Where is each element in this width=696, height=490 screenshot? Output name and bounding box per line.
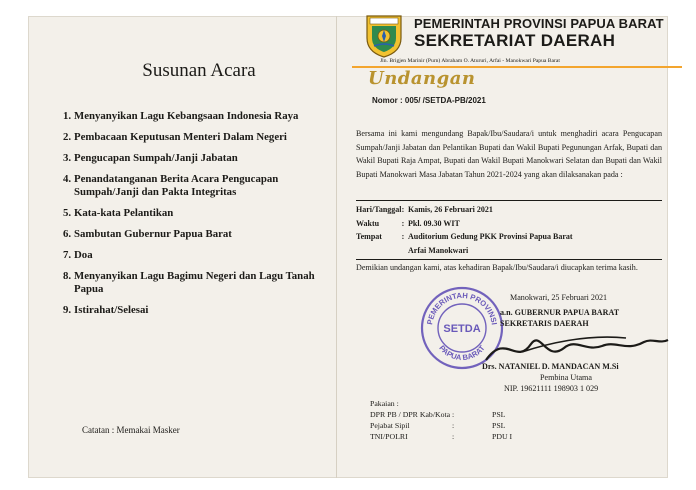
dress-separator: : xyxy=(452,432,455,441)
detail-label: Waktu xyxy=(356,218,380,228)
agenda-item-text: Menyanyikan Lagu Kebangsaan Indonesia Raya xyxy=(74,110,299,122)
detail-separator: : xyxy=(401,232,405,242)
signer-role: a.n. GUBERNUR PAPUA BARAT xyxy=(500,308,620,317)
dress-value: PDU I xyxy=(492,432,513,441)
invitation-body: Bersama ini kami mengundang Bapak/Ibu/Saudara/i untuk menghadiri acara Pengucapan Sumpah/Janji Jabatan dan Pelantikan Bupati dan Wakil Bupati Pegunungan Arfak, Bupati dan Wakil Bupati Raja Ampat, Bupati dan Wakil Bupati Manokwari Selatan dan Bupati dan Wakil Bupati Manokwari Masa Jabatan Tahun 2021-2024 yang akan dilaksanakan pada : xyxy=(356,129,662,179)
dress-value: PSL xyxy=(492,421,506,430)
agenda-item-text: Doa xyxy=(74,249,93,262)
detail-separator: : xyxy=(401,218,405,228)
signing-place-date: Manokwari, 25 Februari 2021 xyxy=(510,293,608,302)
agenda-item-text: Menyanyikan Lagu Bagimu Negeri dan Lagu Tanah Papua xyxy=(74,270,315,295)
agenda-item-number: 9. xyxy=(63,303,72,316)
dress-row xyxy=(370,431,512,442)
detail-label xyxy=(356,244,398,258)
dress-value: PSL xyxy=(492,410,506,419)
details-top-rule xyxy=(356,200,662,201)
detail-value: Pkl. 09.30 WIT xyxy=(408,218,460,228)
dress-row xyxy=(370,409,512,420)
detail-label: Hari/Tanggal xyxy=(356,205,402,214)
page-divider xyxy=(336,16,337,478)
agenda-item-text: Kata-kata Pelantikan xyxy=(74,206,174,219)
detail-value: Auditorium Gedung PKK Provinsi Papua Barat xyxy=(408,232,573,242)
stamp-bottom-text: PAPUA BARAT xyxy=(437,343,487,363)
agenda-note: Catatan : Memakai Masker xyxy=(82,425,180,435)
details-bottom-rule xyxy=(356,259,662,260)
agenda-item-number: 5. xyxy=(63,206,72,219)
detail-row-date xyxy=(356,203,662,217)
agenda-item-number: 4. xyxy=(63,173,72,186)
agenda-title: Susunan Acara xyxy=(142,60,256,81)
agenda-item-number: 6. xyxy=(63,227,72,240)
dress-code-title: Pakaian : xyxy=(370,399,399,408)
dress-row xyxy=(370,420,512,431)
dress-separator: : xyxy=(452,421,455,430)
letter-number: Nomor : 005/ /SETDA-PB/2021 xyxy=(372,96,486,105)
agenda-item-number: 1. xyxy=(63,110,72,122)
agenda-item-text: Pembacaan Keputusan Menteri Dalam Negeri xyxy=(74,131,287,144)
detail-value: Arfai Manokwari xyxy=(408,245,469,255)
detail-value: Kamis, 26 Februari 2021 xyxy=(408,205,493,214)
invitation-closing: Demikian undangan kami, atas kehadiran Bapak/Ibu/Saudara/i diucapkan terima kasih. xyxy=(356,263,638,272)
event-details xyxy=(356,203,662,257)
stamp-top-text: PEMERINTAH PROVINSI xyxy=(425,290,499,326)
detail-label: Tempat xyxy=(356,232,382,242)
office-name: SEKRETARIAT DAERAH xyxy=(414,31,616,50)
dress-label: Pejabat Sipil xyxy=(370,421,410,430)
detail-separator xyxy=(398,244,408,258)
agenda-item-number: 7. xyxy=(63,249,72,262)
agenda-item xyxy=(50,304,336,317)
agenda-item xyxy=(50,110,336,123)
government-name: PEMERINTAH PROVINSI PAPUA BARAT xyxy=(414,16,664,31)
dress-label: TNI/POLRI xyxy=(370,432,408,441)
agenda-item xyxy=(50,173,336,198)
stamp-center-text: SETDA xyxy=(443,323,481,335)
agenda-item-text: Pengucapan Sumpah/Janji Jabatan xyxy=(74,152,238,165)
agenda-item-text: Sambutan Gubernur Papua Barat xyxy=(74,227,232,240)
agenda-item-text: Istirahat/Selesai xyxy=(74,303,149,316)
agenda-list xyxy=(50,110,336,316)
agenda-item xyxy=(50,228,336,241)
signer-name: Drs. NATANIEL D. MANDACAN M.Si xyxy=(482,362,619,371)
signature-block xyxy=(482,292,672,393)
agenda-item-number: 8. xyxy=(63,270,72,283)
letterhead xyxy=(364,10,684,66)
invitation-heading: Undangan xyxy=(368,68,476,89)
agenda-item xyxy=(50,207,336,220)
dress-separator: : xyxy=(452,410,455,419)
agenda-item xyxy=(50,131,336,144)
agenda-item-number: 2. xyxy=(63,131,72,144)
agenda-item xyxy=(50,249,336,262)
dress-label: DPR PB / DPR Kab/Kota xyxy=(370,410,451,419)
agenda-item-number: 3. xyxy=(63,152,72,165)
signer-rank: Pembina Utama xyxy=(540,373,592,382)
detail-row-venue-cont xyxy=(356,244,662,258)
agenda-item xyxy=(50,270,336,295)
detail-separator: : xyxy=(401,205,405,214)
office-address: Jln. Brigjen Marinir (Purn) Abraham O. Atururi, Arfai - Manokwari Papua Barat xyxy=(380,58,560,64)
detail-row-time xyxy=(356,217,662,231)
signer-role-2: SEKRETARIS DAERAH xyxy=(500,319,589,328)
dress-code xyxy=(370,398,512,442)
signer-nip: NIP. 19621111 198903 1 029 xyxy=(504,384,599,393)
detail-row-venue xyxy=(356,230,662,244)
agenda-section xyxy=(50,60,336,325)
agenda-item-text: Penandatanganan Berita Acara Pengucapan Sumpah/Janji dan Pakta Integritas xyxy=(74,173,279,198)
agenda-item xyxy=(50,152,336,165)
province-emblem-icon xyxy=(364,12,404,58)
